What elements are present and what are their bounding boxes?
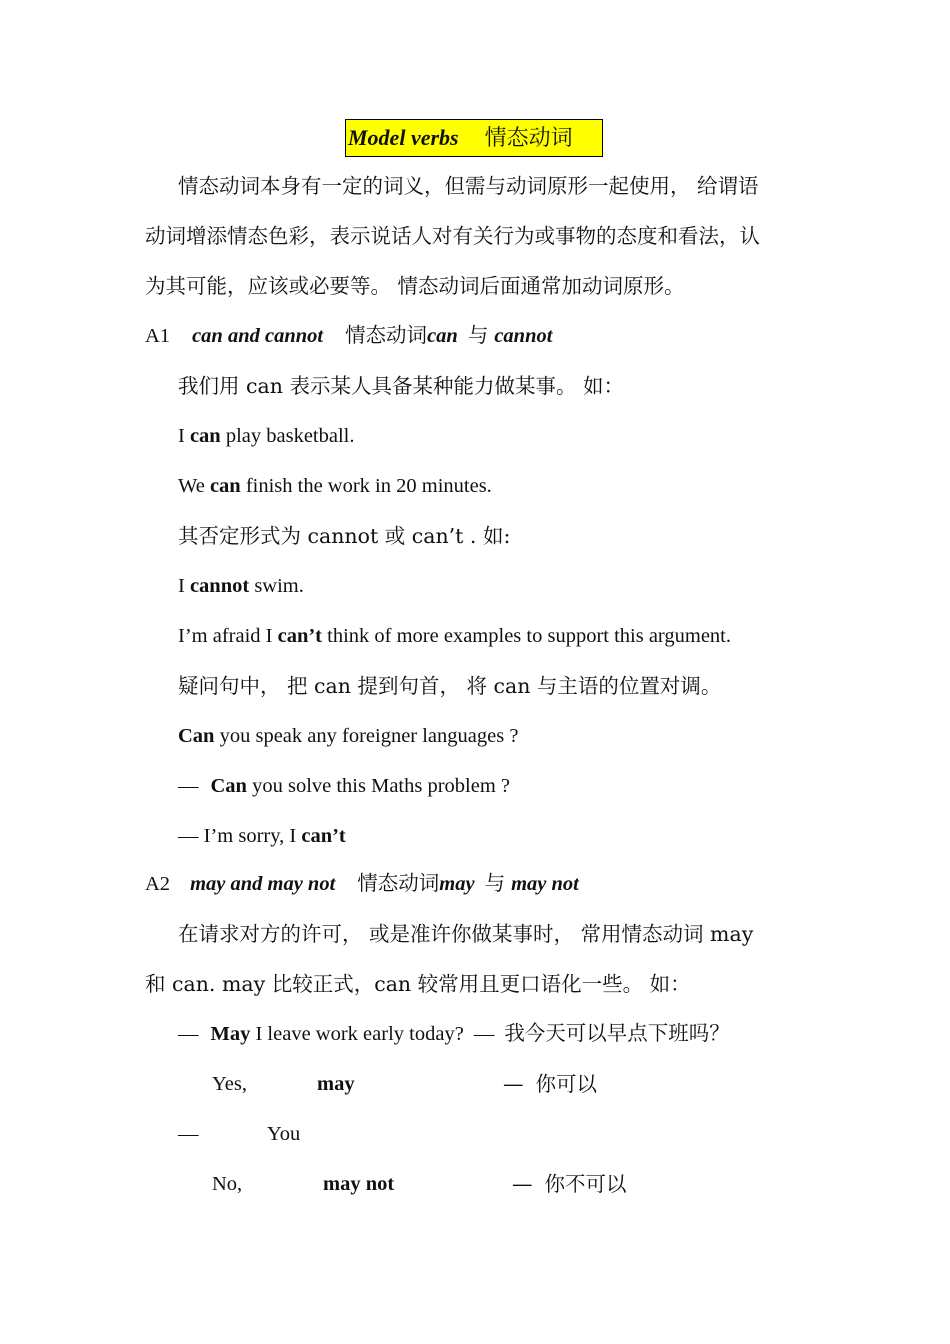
answer-no-word: No,	[212, 1173, 243, 1195]
section-heading-cn: 情态动词	[357, 873, 440, 895]
dash-mark: —	[178, 775, 199, 797]
example-bold: can	[209, 475, 241, 497]
heading-with: 与	[467, 325, 489, 347]
example-text: you solve this Maths problem ?	[246, 775, 511, 797]
dash-mark: —	[473, 1023, 495, 1045]
example-text: I leave work early today?	[250, 1023, 464, 1045]
page-title	[345, 119, 603, 157]
a2-description-line-2: 和 can. may 比较正式，can 较常用且更口语化一些。 如：	[145, 972, 691, 996]
example-text: you speak any foreigner languages ?	[214, 725, 519, 747]
example-text: swim.	[249, 575, 304, 597]
heading-word-1: can	[427, 325, 458, 347]
dialogue-line	[178, 773, 510, 799]
answer-yes-word: Yes,	[212, 1073, 247, 1095]
example-text: finish the work in 20 minutes.	[240, 475, 492, 497]
example-sentence	[178, 573, 304, 599]
dash-mark: —	[178, 825, 199, 847]
example-sentence	[178, 473, 492, 499]
section-a2-heading	[145, 871, 579, 897]
heading-word-1: may	[439, 873, 475, 895]
example-bold: cannot	[189, 575, 250, 597]
example-bold: can’t	[277, 625, 323, 647]
example-bold: Can	[210, 775, 247, 797]
example-text: I	[178, 425, 190, 447]
example-sentence	[178, 623, 731, 649]
intro-line-3: 为其可能，应该或必要等。 情态动词后面通常加动词原形。	[145, 274, 685, 298]
example-sentence	[178, 723, 518, 749]
answer-you-word: You	[267, 1123, 301, 1145]
dash-mark: —	[178, 1023, 199, 1045]
section-heading-en: may and may not	[190, 873, 336, 895]
section-a1-heading	[145, 323, 552, 349]
answer-no-bold: may not	[323, 1173, 395, 1195]
title-en: Model verbs	[348, 125, 459, 150]
heading-word-2: cannot	[494, 325, 553, 347]
answer-you-dash: —	[178, 1123, 199, 1145]
example-bold: Can	[178, 725, 215, 747]
negative-description: 其否定形式为 cannot 或 can’t . 如:	[178, 524, 511, 548]
example-sentence	[178, 423, 354, 449]
question-description: 疑问句中， 把 can 提到句首， 将 can 与主语的位置对调。	[178, 674, 722, 698]
a2-description-line-1: 在请求对方的许可， 或是准许你做某事时， 常用情态动词 may	[178, 922, 754, 946]
intro-line-2: 动词增添情态色彩，表示说话人对有关行为或事物的态度和看法，认	[145, 224, 760, 248]
dialogue-line	[178, 1021, 730, 1047]
a1-description: 我们用 can 表示某人具备某种能力做某事。 如：	[178, 374, 624, 398]
example-text: I’m afraid I	[178, 625, 278, 647]
dash-mark: —	[512, 1172, 533, 1196]
dash-mark: —	[503, 1072, 524, 1096]
title-cn: 情态动词	[484, 126, 573, 151]
example-text: play basketball.	[220, 425, 355, 447]
example-text: I’m sorry, I	[198, 825, 302, 847]
section-number: A2	[145, 873, 171, 895]
section-heading-en: can and cannot	[192, 325, 324, 347]
intro-line-1: 情态动词本身有一定的词义，但需与动词原形一起使用， 给谓语	[178, 174, 759, 198]
example-text: I	[178, 575, 190, 597]
heading-word-2: may not	[511, 873, 579, 895]
example-text: We	[178, 475, 210, 497]
example-text: think of more examples to support this argument.	[322, 625, 732, 647]
example-bold: May	[210, 1023, 251, 1045]
example-bold: can	[189, 425, 221, 447]
translation-text: 你可以	[535, 1072, 597, 1096]
translation-text: 我今天可以早点下班吗？	[504, 1023, 730, 1045]
dialogue-line	[178, 823, 346, 849]
answer-no-translation	[512, 1171, 627, 1197]
section-heading-cn: 情态动词	[345, 325, 428, 347]
translation-text: 你不可以	[544, 1172, 627, 1196]
example-bold: can’t	[301, 825, 346, 847]
answer-yes-bold: may	[317, 1073, 355, 1095]
answer-yes-translation	[503, 1071, 597, 1097]
heading-with: 与	[484, 873, 506, 895]
section-number: A1	[145, 325, 171, 347]
